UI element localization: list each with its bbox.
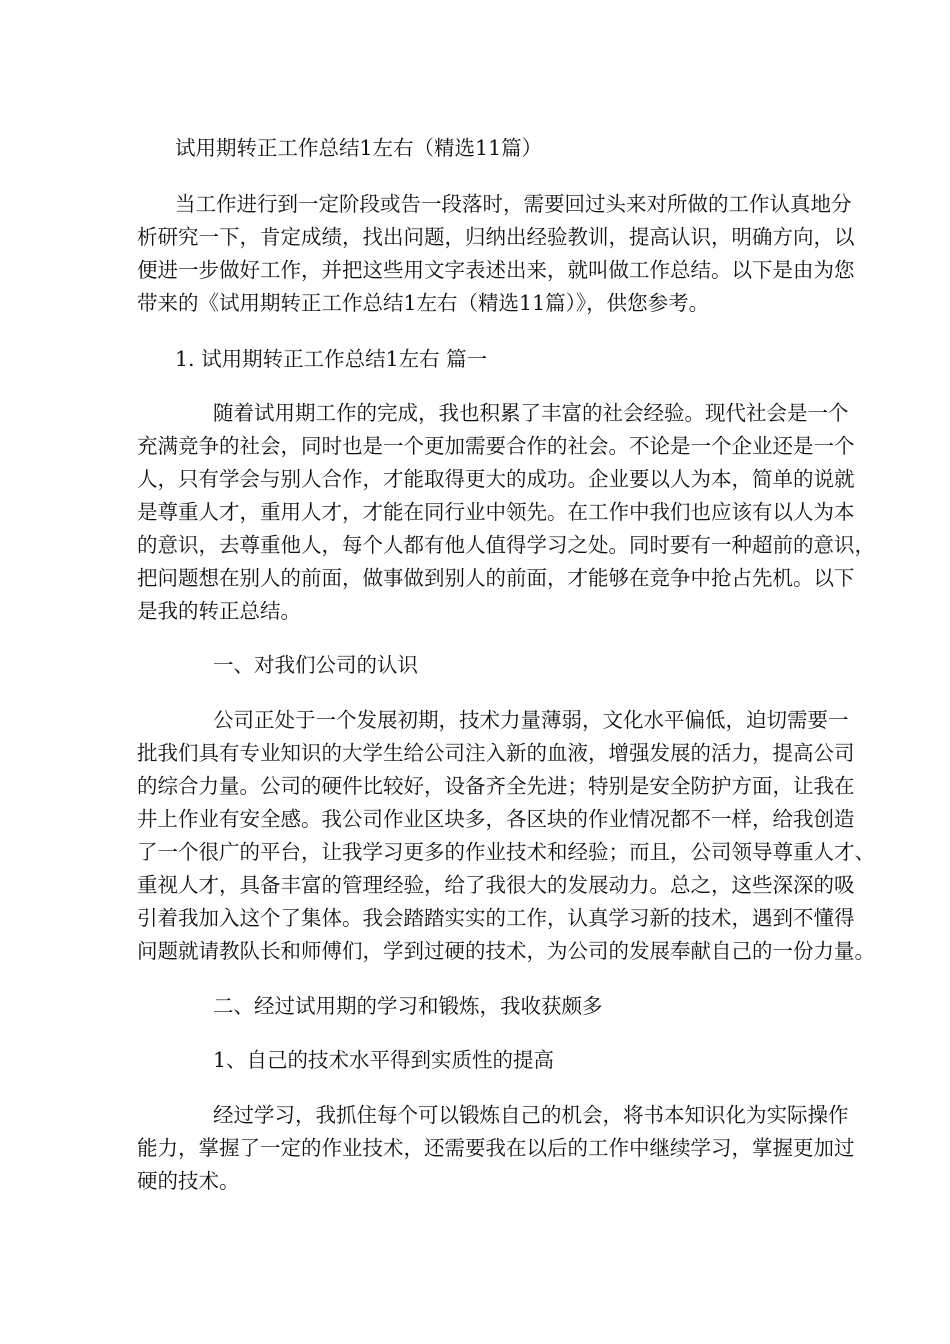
paragraph-line: 人，只有学会与别人合作，才能取得更大的成功。企业要以人为本，简单的说就 [137, 467, 855, 491]
paragraph-line: 是我的转正总结。 [137, 599, 301, 623]
paragraph-line: 把问题想在别人的前面，做事做到别人的前面，才能够在竞争中抢占先机。以下 [137, 566, 855, 590]
paragraph-line: 硬的技术。 [137, 1169, 240, 1193]
paragraph-line: 公司正处于一个发展初期，技术力量薄弱，文化水平偏低，迫切需要一 [213, 708, 849, 732]
paragraph-line: 了一个很广的平台，让我学习更多的作业技术和经验；而且，公司领导尊重人才、 [137, 840, 875, 864]
section-heading: 1. 试用期转正工作总结1左右 篇一 [175, 347, 488, 371]
paragraph-line: 是尊重人才，重用人才，才能在同行业中领先。在工作中我们也应该有以人为本 [137, 500, 855, 524]
sub-heading: 一、对我们公司的认识 [213, 653, 418, 677]
paragraph-line: 的综合力量。公司的硬件比较好，设备齐全先进；特别是安全防护方面，让我在 [137, 774, 855, 798]
paragraph-line: 的意识，去尊重他人，每个人都有他人值得学习之处。同时要有一种超前的意识， [137, 533, 875, 557]
paragraph-line: 重视人才，具备丰富的管理经验，给了我很大的发展动力。总之，这些深深的吸 [137, 873, 855, 897]
paragraph-line: 经过学习，我抓住每个可以锻炼自己的机会，将书本知识化为实际操作 [213, 1103, 849, 1127]
paragraph-line: 引着我加入这个了集体。我会踏踏实实的工作，认真学习新的技术，遇到不懂得 [137, 906, 855, 930]
document-title: 试用期转正工作总结1左右（精选11篇） [175, 136, 543, 160]
sub-heading: 二、经过试用期的学习和锻炼，我收获颇多 [213, 994, 603, 1018]
intro-line: 带来的《试用期转正工作总结1左右（精选11篇）》，供您参考。 [137, 291, 710, 315]
sub-heading: 1、自己的技术水平得到实质性的提高 [213, 1048, 555, 1072]
intro-line: 当工作进行到一定阶段或告一段落时，需要回过头来对所做的工作认真地分 [175, 192, 852, 216]
intro-line: 便进一步做好工作，并把这些用文字表述出来，就叫做工作总结。以下是由为您 [137, 258, 855, 282]
intro-line: 析研究一下，肯定成绩，找出问题，归纳出经验教训，提高认识，明确方向，以 [137, 225, 855, 249]
paragraph-line: 能力，掌握了一定的作业技术，还需要我在以后的工作中继续学习，掌握更加过 [137, 1136, 855, 1160]
paragraph-line: 随着试用期工作的完成，我也积累了丰富的社会经验。现代社会是一个 [213, 401, 849, 425]
paragraph-line: 问题就请教队长和师傅们，学到过硬的技术，为公司的发展奉献自己的一份力量。 [137, 939, 875, 963]
paragraph-line: 批我们具有专业知识的大学生给公司注入新的血液，增强发展的活力，提高公司 [137, 741, 855, 765]
paragraph-line: 井上作业有安全感。我公司作业区块多，各区块的作业情况都不一样，给我创造 [137, 807, 855, 831]
paragraph-line: 充满竞争的社会，同时也是一个更加需要合作的社会。不论是一个企业还是一个 [137, 434, 855, 458]
